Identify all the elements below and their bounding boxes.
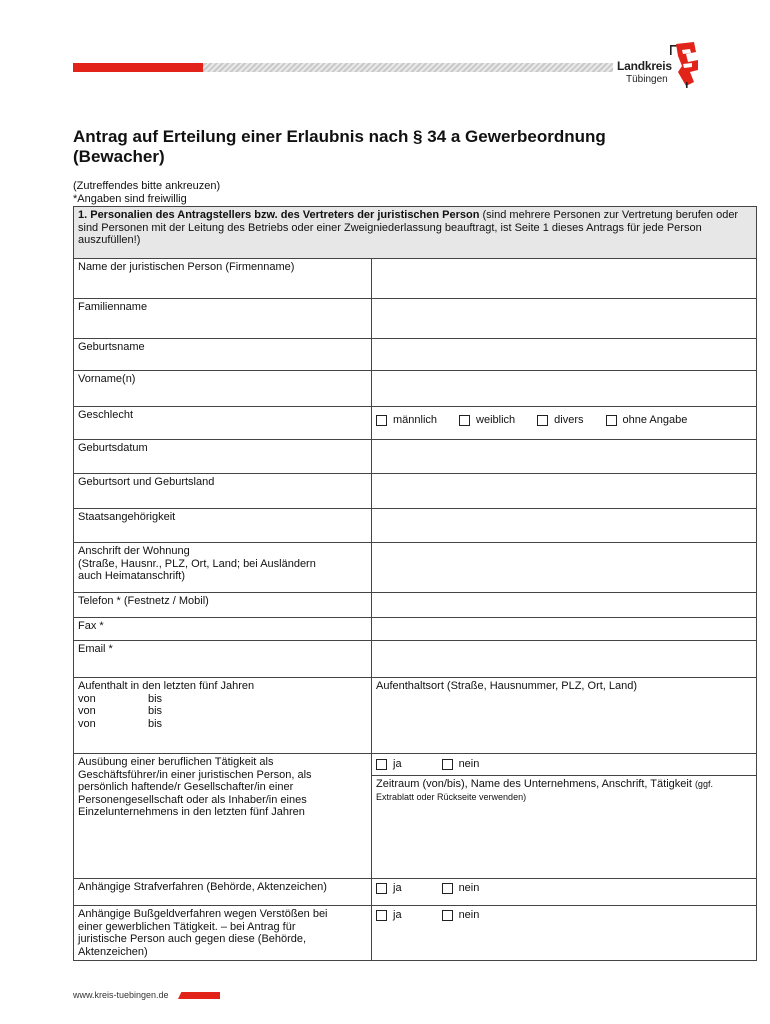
label-geburtsdatum: Geburtsdatum [74,440,372,474]
input-email[interactable] [372,641,757,678]
label-zeitraum-ggf: (ggf. [694,779,713,789]
bussgeld-options [372,906,757,961]
header-stripe-grey [193,63,613,72]
logo-line1: Landkreis [617,59,672,73]
option-label: ja [393,908,402,921]
checkbox-bussgeld-ja[interactable] [376,910,387,921]
label-bussgeld-line3: juristische Person auch gegen diese (Behörde, [78,933,307,945]
option-label: ohne Angabe [622,413,688,426]
header-stripe [73,63,613,72]
hint-freiwillig: *Angaben sind freiwillig [73,192,187,205]
checkbox-straf-nein[interactable] [442,883,453,894]
checkbox-taetigkeit-nein[interactable] [442,759,453,770]
option-bussgeld-nein[interactable] [442,909,480,922]
option-label: nein [458,881,480,894]
strafverfahren-options [372,879,757,906]
label-strafverfahren: Anhängige Strafverfahren (Behörde, Aktenzeichen) [74,879,372,906]
input-anschrift[interactable] [372,543,757,593]
label-von: von [78,692,96,705]
option-label: ja [393,757,402,770]
checkbox-straf-ja[interactable] [376,883,387,894]
checkbox-maennlich[interactable] [376,415,387,426]
label-zeitraum-extrablatt: Extrablatt oder Rückseite verwenden) [376,791,527,802]
label-von: von [78,717,96,730]
option-bussgeld-ja[interactable] [376,909,402,922]
bussgeld-cell [74,906,372,961]
checkbox-taetigkeit-ja[interactable] [376,759,387,770]
personalien-form [73,206,757,961]
geschlecht-options [372,407,757,440]
label-aufenthalt: Aufenthalt in den letzten fünf Jahren [78,680,255,692]
input-staatsangehoerigkeit[interactable] [372,509,757,543]
option-taetigkeit-ja[interactable] [376,758,402,771]
label-fax: Fax * [74,618,372,641]
option-maennlich[interactable] [376,414,437,427]
label-taetigkeit-line1: Ausübung einer beruflichen Tätigkeit als [78,756,274,768]
zeitraum-field[interactable] [372,775,756,869]
option-straf-ja[interactable] [376,882,402,895]
label-staatsangehoerigkeit: Staatsangehörigkeit [74,509,372,543]
label-geburtsort: Geburtsort und Geburtsland [74,474,372,509]
label-aufenthaltsort: Aufenthaltsort (Straße, Hausnummer, PLZ, Ort, Land) [376,680,638,692]
aufenthalt-cell [74,678,372,754]
label-telefon: Telefon * (Festnetz / Mobil) [74,593,372,618]
option-divers[interactable] [537,414,583,427]
page-title: Antrag auf Erteilung einer Erlaubnis nach § 34 a Gewerbeordnung (Bewacher) [73,127,606,166]
checkbox-divers[interactable] [537,415,548,426]
input-geburtsname[interactable] [372,339,757,371]
label-geschlecht: Geschlecht [74,407,372,440]
section-heading [74,207,757,259]
input-telefon[interactable] [372,593,757,618]
option-taetigkeit-nein[interactable] [442,758,480,771]
input-geburtsdatum[interactable] [372,440,757,474]
hint-ankreuzen: (Zutreffendes bitte ankreuzen) [73,180,221,192]
label-bussgeld-line4: Aktenzeichen) [78,945,148,958]
label-taetigkeit-line2: Geschäftsführer/in einer juristischen Person, als [78,768,312,781]
label-anschrift [74,543,372,593]
label-anschrift-line2: (Straße, Hausnr., PLZ, Ort, Land; bei Ausländern [78,557,316,570]
label-firmenname: Name der juristischen Person (Firmenname) [74,259,372,299]
label-von: von [78,705,96,717]
section-heading-bold: 1. Personalien des Antragstellers bzw. des Vertreters der juristischen Person [78,209,480,221]
footer-red-bar [178,992,220,999]
label-geburtsname: Geburtsname [74,339,372,371]
landkreis-logo [616,42,700,90]
label-familienname: Familienname [74,299,372,339]
checkbox-weiblich[interactable] [459,415,470,426]
checkbox-ohne-angabe[interactable] [606,415,617,426]
label-taetigkeit-line3: persönlich haftende/r Gesellschafter/in einer [78,781,294,793]
input-fax[interactable] [372,618,757,641]
label-bis: bis [148,717,163,730]
option-ohne-angabe[interactable] [606,414,688,427]
input-familienname[interactable] [372,299,757,339]
coat-of-arms-icon [668,42,700,88]
label-bussgeld-line1: Anhängige Bußgeldverfahren wegen Verstößen bei [78,908,328,920]
option-label: weiblich [476,413,516,426]
logo-line2: Tübingen [626,74,668,85]
input-firmenname[interactable] [372,259,757,299]
option-label: ja [393,881,402,894]
label-vorname: Vorname(n) [74,371,372,407]
checkbox-bussgeld-nein[interactable] [442,910,453,921]
form-hints [73,180,220,205]
footer-url: www.kreis-tuebingen.de [73,990,169,1000]
section-heading-text: (sind mehrere Personen zur Vertretung berufen oder sind Personen mit der Leitung des Betriebs oder einer Zweigniederlassung beauftragt, ist Seite 1 dieses Antrags für jede Person auszufüllen!) [78,209,739,246]
label-zeitraum: Zeitraum (von/bis), Name des Unternehmens, Anschrift, Tätigkeit [376,778,692,790]
taetigkeit-answer-cell [372,754,757,879]
option-weiblich[interactable] [459,414,515,427]
aufenthalt-zeitraeume [78,693,367,731]
label-taetigkeit-line4: Personengesellschaft oder als Inhaber/in eines [78,793,307,806]
label-taetigkeit-line5: Einzelunternehmens in den letzten fünf Jahren [78,806,305,818]
input-vorname[interactable] [372,371,757,407]
option-label: nein [458,757,480,770]
label-email: Email * [74,641,372,678]
label-anschrift-line1: Anschrift der Wohnung [78,545,190,557]
header-stripe-red [73,63,203,72]
aufenthaltsort-cell[interactable] [372,678,757,754]
option-label: divers [554,413,584,426]
label-bis: bis [148,692,163,705]
option-straf-nein[interactable] [442,882,480,895]
label-anschrift-line3: auch Heimatanschrift) [78,570,185,582]
option-label: männlich [393,413,438,426]
label-bis: bis [148,705,163,717]
input-geburtsort[interactable] [372,474,757,509]
label-bussgeld-line2: einer gewerblichen Tätigkeit. – bei Antrag für [78,920,296,933]
option-label: nein [458,908,480,921]
taetigkeit-cell [74,754,372,879]
